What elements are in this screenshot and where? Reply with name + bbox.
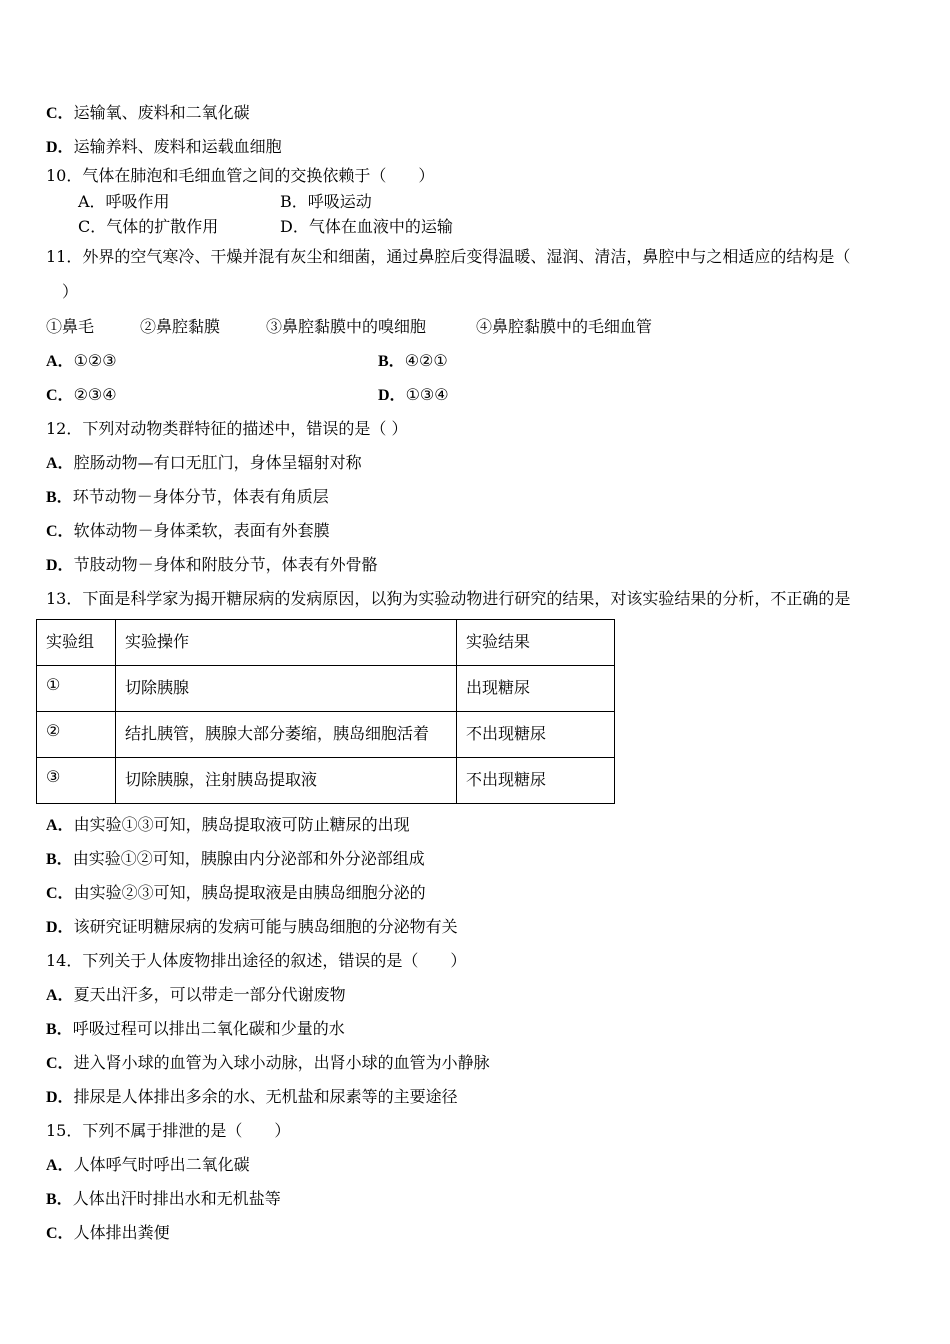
option-text: 排尿是人体排出多余的水、无机盐和尿素等的主要途径	[73, 1087, 458, 1106]
option-text: 运输氧、废料和二氧化碳	[73, 103, 250, 122]
option-text: 人体出汗时排出水和无机盐等	[72, 1189, 281, 1208]
q14-stem: 14．下列关于人体废物排出途径的叙述，错误的是（ ）	[46, 951, 467, 970]
q14-option-a	[46, 985, 346, 1006]
table-cell: 切除胰腺，注射胰岛提取液	[116, 758, 457, 804]
table-cell: 结扎胰管，胰腺大部分萎缩，胰岛细胞活着	[116, 712, 457, 758]
table-header: 实验操作	[116, 620, 457, 666]
option-text: ②③④	[73, 385, 117, 404]
q12-stem: 12．下列对动物类群特征的描述中，错误的是（ ）	[46, 419, 408, 438]
table-cell: 出现糖尿	[457, 666, 615, 712]
option-text: 环节动物－身体分节，体表有角质层	[72, 487, 329, 506]
option-text: 运输养料、废料和运载血细胞	[73, 137, 282, 156]
option-text: 节肢动物－身体和附肢分节，体表有外骨骼	[73, 555, 378, 574]
option-label: C．	[46, 387, 74, 404]
option-label: A．	[46, 817, 74, 834]
q11-option-d	[378, 385, 449, 406]
option-label: B．	[46, 1021, 73, 1038]
q12-option-c	[46, 521, 330, 542]
q11-option-a	[46, 351, 117, 372]
q11-item-3: ③鼻腔黏膜中的嗅细胞	[266, 317, 427, 336]
option-text: ①③④	[405, 385, 449, 404]
q11-item-2: ②鼻腔黏膜	[140, 317, 221, 336]
experiment-table	[36, 619, 615, 804]
q15-option-b	[46, 1189, 281, 1210]
q11-option-b	[378, 351, 448, 372]
table-cell: ②	[37, 712, 116, 758]
q10-option-a: A．呼吸作用	[78, 192, 170, 211]
option-text: 人体呼气时呼出二氧化碳	[73, 1155, 250, 1174]
option-text: 人体排出粪便	[73, 1223, 170, 1242]
option-text: 该研究证明糖尿病的发病可能与胰岛细胞的分泌物有关	[73, 917, 458, 936]
table-row	[37, 666, 615, 712]
table-cell: ①	[37, 666, 116, 712]
q14-option-d	[46, 1087, 458, 1108]
option-label: D．	[46, 557, 74, 574]
table-cell: 切除胰腺	[116, 666, 457, 712]
option-text: 由实验①③可知，胰岛提取液可防止糖尿的出现	[73, 815, 410, 834]
q13-option-a	[46, 815, 410, 836]
q13-stem: 13．下面是科学家为揭开糖尿病的发病原因，以狗为实验动物进行研究的结果，对该实验结果的分析，不正确的是	[46, 589, 851, 608]
table-cell: 不出现糖尿	[457, 758, 615, 804]
q15-option-c	[46, 1223, 170, 1244]
option-text: 夏天出汗多，可以带走一部分代谢废物	[73, 985, 346, 1004]
option-label: C．	[46, 523, 74, 540]
option-text: 进入肾小球的血管为入球小动脉，出肾小球的血管为小静脉	[73, 1053, 490, 1072]
q10-stem: 10．气体在肺泡和毛细血管之间的交换依赖于（ ）	[46, 166, 435, 185]
q11-item-4: ④鼻腔黏膜中的毛细血管	[476, 317, 653, 336]
table-row	[37, 712, 615, 758]
q11-stem: 11．外界的空气寒冷、干燥并混有灰尘和细菌，通过鼻腔后变得温暖、湿润、清洁，鼻腔中与之相适应的结构是（	[46, 247, 851, 266]
option-label: D．	[378, 387, 406, 404]
q11-stem-end: ）	[62, 282, 79, 301]
q13-option-b	[46, 849, 425, 870]
q14-option-b	[46, 1019, 345, 1040]
q9-option-c	[46, 103, 250, 124]
option-label: D．	[46, 1089, 74, 1106]
option-label: A．	[46, 1157, 74, 1174]
q10-option-c: C．气体的扩散作用	[78, 217, 219, 236]
option-text: 腔肠动物—有口无肛门，身体呈辐射对称	[73, 453, 362, 472]
option-text: ④②①	[404, 351, 448, 370]
q13-option-c	[46, 883, 426, 904]
q13-option-d	[46, 917, 458, 938]
option-label: C．	[46, 1225, 74, 1242]
option-label: B．	[46, 1191, 73, 1208]
table-cell: ③	[37, 758, 116, 804]
option-text: 由实验①②可知，胰腺由内分泌部和外分泌部组成	[72, 849, 425, 868]
option-text: 呼吸过程可以排出二氧化碳和少量的水	[72, 1019, 345, 1038]
q12-option-a	[46, 453, 362, 474]
table-cell: 不出现糖尿	[457, 712, 615, 758]
q11-option-c	[46, 385, 117, 406]
q9-option-d	[46, 137, 282, 158]
option-label: B．	[378, 353, 405, 370]
option-label: D．	[46, 919, 74, 936]
option-label: B．	[46, 489, 73, 506]
option-text: ①②③	[73, 351, 117, 370]
q15-stem: 15．下列不属于排泄的是（ ）	[46, 1121, 291, 1140]
q11-item-1: ①鼻毛	[46, 317, 95, 336]
table-row	[37, 758, 615, 804]
option-label: D．	[46, 139, 74, 156]
q10-option-b: B．呼吸运动	[280, 192, 372, 211]
option-label: A．	[46, 455, 74, 472]
table-header-row	[37, 620, 615, 666]
q15-option-a	[46, 1155, 250, 1176]
option-label: C．	[46, 105, 74, 122]
q14-option-c	[46, 1053, 490, 1074]
option-label: A．	[46, 353, 74, 370]
option-label: C．	[46, 1055, 74, 1072]
option-label: B．	[46, 851, 73, 868]
q10-option-d: D．气体在血液中的运输	[280, 217, 453, 236]
option-label: C．	[46, 885, 74, 902]
option-label: A．	[46, 987, 74, 1004]
q12-option-b	[46, 487, 329, 508]
table-header: 实验组	[37, 620, 116, 666]
option-text: 软体动物－身体柔软，表面有外套膜	[73, 521, 330, 540]
option-text: 由实验②③可知，胰岛提取液是由胰岛细胞分泌的	[73, 883, 426, 902]
table-header: 实验结果	[457, 620, 615, 666]
q12-option-d	[46, 555, 378, 576]
